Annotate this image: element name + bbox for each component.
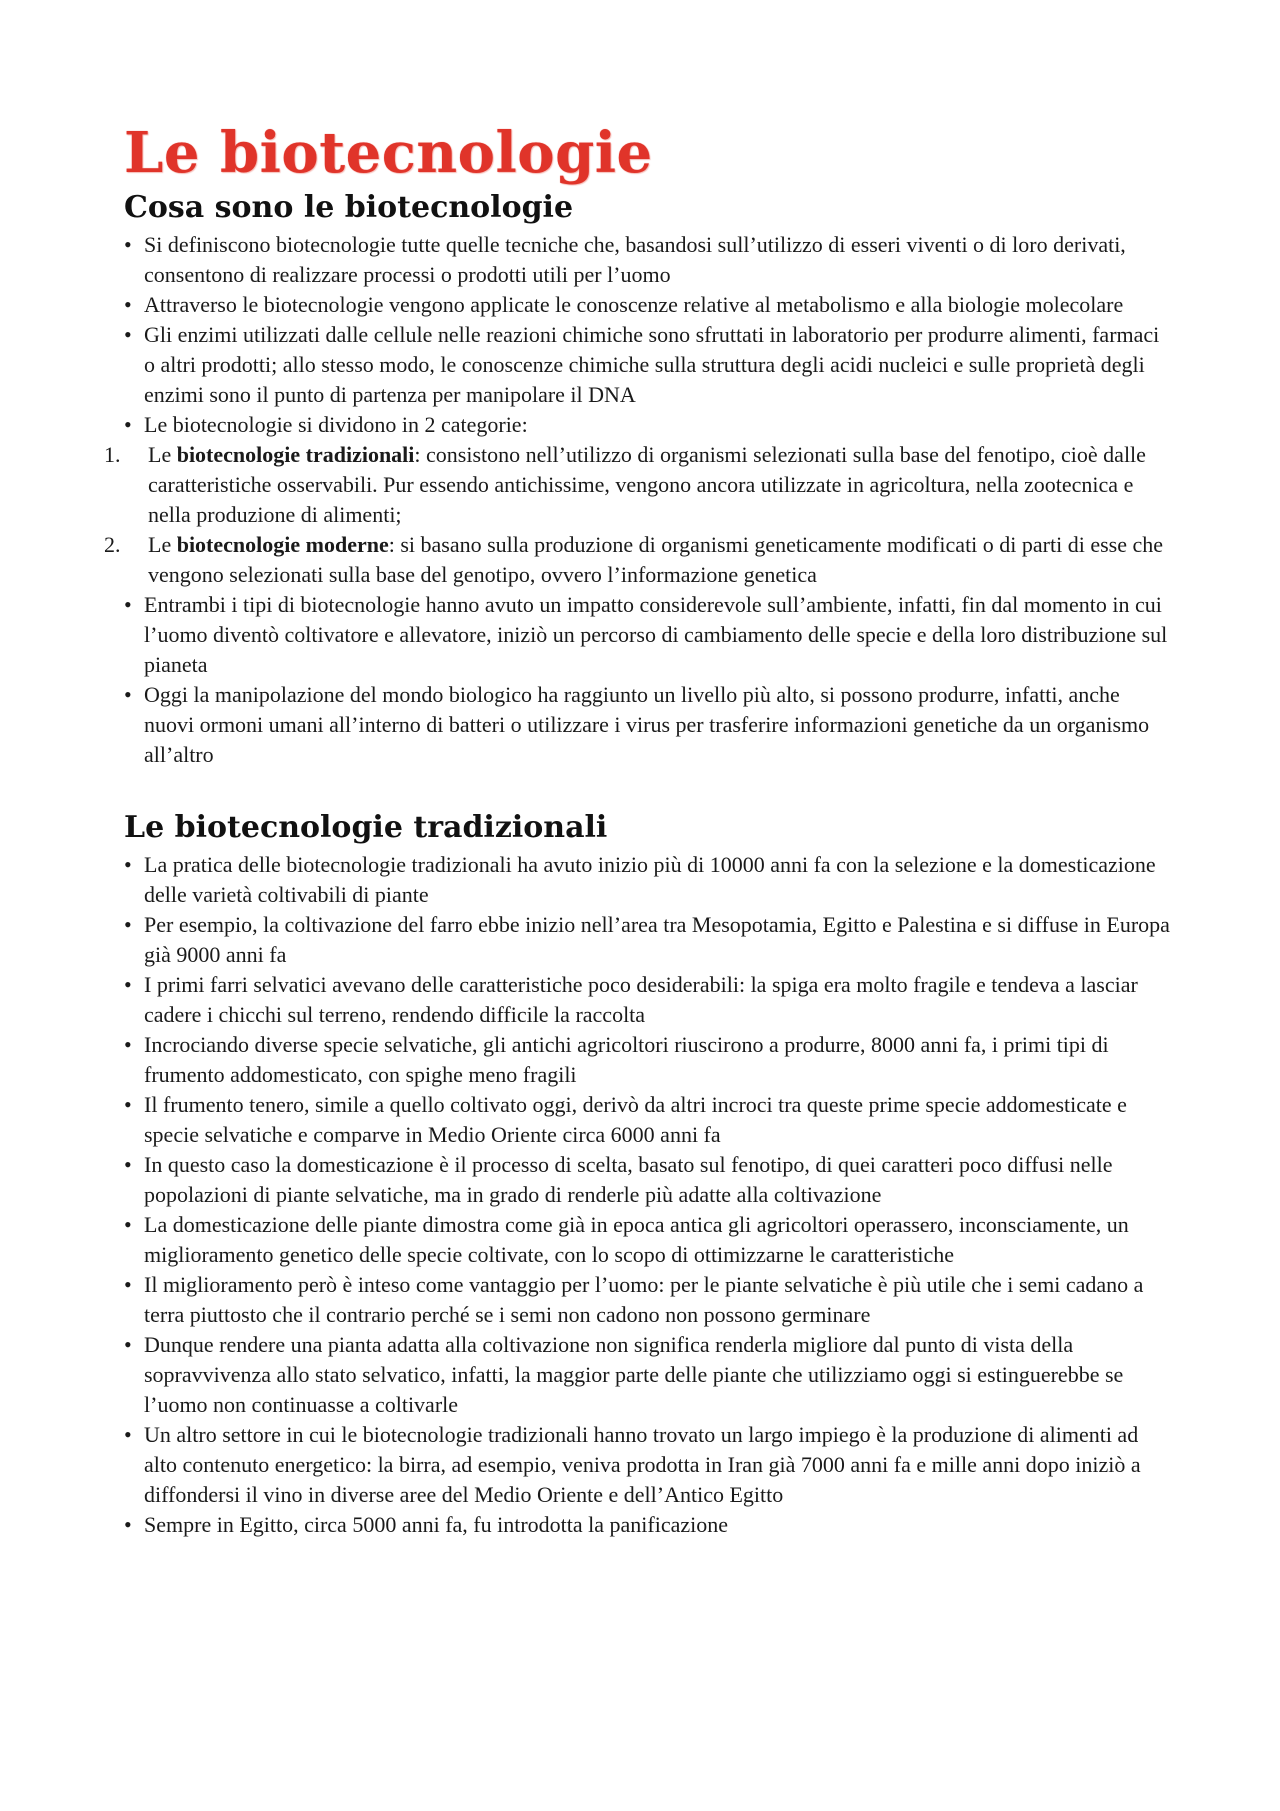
document-title: Le biotecnologie xyxy=(124,120,653,186)
section-heading-tradizionali: Le biotecnologie tradizionali xyxy=(124,810,608,845)
list-item: • Sempre in Egitto, circa 5000 anni fa, fu introdotta la panificazione xyxy=(124,1510,1170,1540)
bullet-icon: • xyxy=(124,852,132,877)
bullet-icon: • xyxy=(124,1332,132,1357)
list-item: • Dunque rendere una pianta adatta alla coltivazione non significa renderla migliore dal punto di vista della sopravvivenza allo stato selvatico, infatti, la maggior parte delle piante che utilizziamo oggi si estinguerebbe se l’uomo non continuasse a coltivarle xyxy=(124,1332,1124,1417)
bullet-list-impact xyxy=(124,590,1170,770)
list-item: • Per esempio, la coltivazione del farro ebbe inizio nell’area tra Mesopotamia, Egitto e Palestina e si diffuse in Europa già 9000 anni fa xyxy=(124,912,1170,967)
list-item: • Incrociando diverse specie selvatiche, gli antichi agricoltori riuscirono a produrre, 8000 anni fa, i primi tipi di frumento addomesticato, con spighe meno fragili xyxy=(124,1032,1109,1087)
bullet-icon: • xyxy=(124,912,132,937)
bullet-icon: • xyxy=(124,292,132,317)
bullet-icon: • xyxy=(124,322,132,347)
list-item: • In questo caso la domesticazione è il processo di scelta, basato sul fenotipo, di quei caratteri poco diffusi nelle popolazioni di piante selvatiche, ma in grado di renderle più adatte alla coltivazione xyxy=(124,1152,1113,1207)
list-item: • Gli enzimi utilizzati dalle cellule nelle reazioni chimiche sono sfruttati in laboratorio per produrre alimenti, farmaci o altri prodotti; allo stesso modo, le conoscenze chimiche sulla struttura degli acidi nucleici e sulle proprietà degli enzimi sono il punto di partenza per manipolare il DNA xyxy=(124,322,1160,407)
bullet-icon: • xyxy=(124,412,132,437)
bullet-icon: • xyxy=(124,1272,132,1297)
bold-term: biotecnologie tradizionali xyxy=(176,442,415,467)
list-item: • Oggi la manipolazione del mondo biologico ha raggiunto un livello più alto, si possono produrre, infatti, anche nuovi ormoni umani all’interno di batteri o utilizzare i virus per trasferire informazioni genetiche da un organismo all’altro xyxy=(124,682,1150,767)
numbered-item-traditional: 1. Le biotecnologie tradizionali: consistono nell’utilizzo di organismi selezionati sulla base del fenotipo, cioè dalle caratteristiche osservabili. Pur essendo antichissime, vengono ancora utilizzate in agricoltura, nella zootecnica e nella produzione di alimenti; xyxy=(104,442,1146,527)
list-item: • Entrambi i tipi di biotecnologie hanno avuto un impatto considerevole sull’ambiente, infatti, fin dal momento in cui l’uomo diventò coltivatore e allevatore, iniziò un percorso di cambiamento delle specie e della loro distribuzione sul pianeta xyxy=(124,592,1168,677)
bullet-icon: • xyxy=(124,1422,132,1447)
bullet-icon: • xyxy=(124,1032,132,1057)
list-item: • Un altro settore in cui le biotecnologie tradizionali hanno trovato un largo impiego è la produzione di alimenti ad alto contenuto energetico: la birra, ad esempio, veniva prodotta in Iran già 7000 anni fa e mille anni dopo iniziò a diffondersi il vino in diverse aree del Medio Oriente e dell’Antico Egitto xyxy=(124,1422,1141,1507)
list-item: • I primi farri selvatici avevano delle caratteristiche poco desiderabili: la spiga era molto fragile e tendeva a lasciar cadere i chicchi sul terreno, rendendo difficile la raccolta xyxy=(124,972,1138,1027)
list-item: • Attraverso le biotecnologie vengono applicate le conoscenze relative al metabolismo e alla biologie molecolare xyxy=(124,290,1170,320)
numbered-item-modern: 2. Le biotecnologie moderne: si basano sulla produzione di organismi geneticamente modificati o di parti di esse che vengono selezionati sulla base del genotipo, ovvero l’informazione genetica xyxy=(104,532,1164,587)
bullet-icon: • xyxy=(124,1152,132,1177)
bullet-icon: • xyxy=(124,972,132,997)
list-item: • Il miglioramento però è inteso come vantaggio per l’uomo: per le piante selvatiche è più utile che i semi cadano a terra piuttosto che il contrario perché se i semi non cadono non possono germinare xyxy=(124,1272,1144,1327)
item-number: 2. xyxy=(104,532,121,557)
bold-term: biotecnologie moderne xyxy=(176,532,389,557)
bullet-icon: • xyxy=(124,682,132,707)
list-item: • Il frumento tenero, simile a quello coltivato oggi, derivò da altri incroci tra queste prime specie addomesticate e specie selvatiche e comparve in Medio Oriente circa 6000 anni fa xyxy=(124,1092,1127,1147)
list-item: • La pratica delle biotecnologie tradizionali ha avuto inizio più di 10000 anni fa con la selezione e la domesticazione delle varietà coltivabili di piante xyxy=(124,852,1156,907)
bullet-icon: • xyxy=(124,1092,132,1117)
list-item: • Si definiscono biotecnologie tutte quelle tecniche che, basandosi sull’utilizzo di esseri viventi o di loro derivati, consentono di realizzare processi o prodotti utili per l’uomo xyxy=(124,232,1126,287)
bullet-list-traditional xyxy=(124,850,1170,1540)
bullet-icon: • xyxy=(124,1512,132,1537)
bullet-icon: • xyxy=(124,1212,132,1237)
section-heading-cosa-sono: Cosa sono le biotecnologie xyxy=(124,190,574,225)
numbered-list-categories xyxy=(104,440,1170,590)
bullet-icon: • xyxy=(124,232,132,257)
bullet-icon: • xyxy=(124,592,132,617)
item-number: 1. xyxy=(104,442,121,467)
list-item: • Le biotecnologie si dividono in 2 categorie: xyxy=(124,410,1170,440)
bullet-list-intro xyxy=(124,230,1170,440)
list-item: • La domesticazione delle piante dimostra come già in epoca antica gli agricoltori operassero, inconsciamente, un miglioramento genetico delle specie coltivate, con lo scopo di ottimizzarne le caratteristiche xyxy=(124,1212,1129,1267)
